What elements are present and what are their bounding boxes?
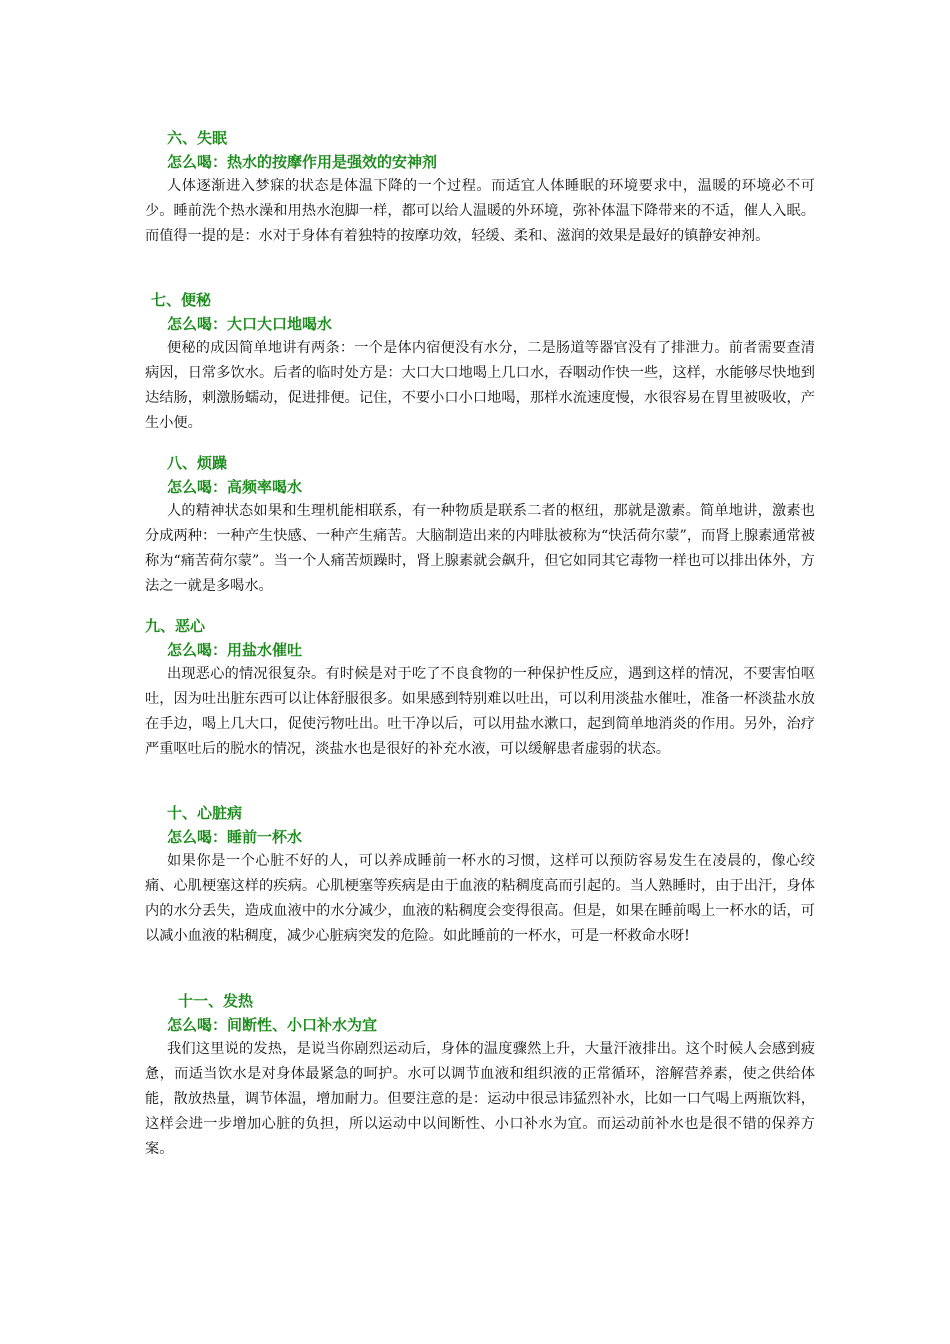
section-irritability	[145, 451, 815, 599]
section-heading: 九、恶心	[145, 617, 206, 635]
section-body: 如果你是一个心脏不好的人，可以养成睡前一杯水的习惯，这样可以预防容易发生在凌晨的，像心绞痛、心肌梗塞这样的疾病。心肌梗塞等疾病是由于血液的粘稠度高而引起的。当人熟睡时，由于出汗，身体内的水分丢失，造成血液中的水分减少，血液的粘稠度会变得很高。但是，如果在睡前喝上一杯水的话，可以减小血液的粘稠度，减少心脏病突发的危险。如此睡前的一杯水，可是一杯救命水呀!	[145, 853, 815, 944]
section-heading: 十一、发热	[178, 992, 254, 1010]
section-subheading: 怎么喝：睡前一杯水	[167, 828, 303, 846]
section-body: 我们这里说的发热，是说当你剧烈运动后，身体的温度骤然上升，大量汗液排出。这个时候人会感到疲惫，而适当饮水是对身体最紧急的呵护。水可以调节血液和组织液的正常循环，溶解营养素，使之供给体能，散放热量，调节体温，增加耐力。但要注意的是：运动中很忌讳猛烈补水，比如一口气喝上两瓶饮料，这样会进一步增加心脏的负担，所以运动中以间断性、小口补水为宜。而运动前补水也是很不错的保养方案。	[145, 1041, 815, 1157]
section-heading: 七、便秘	[151, 291, 212, 309]
section-heading: 十、心脏病	[167, 804, 243, 822]
section-subheading: 怎么喝：热水的按摩作用是强效的安神剂	[167, 153, 438, 171]
section-subheading: 怎么喝：大口大口地喝水	[167, 315, 333, 333]
section-heading: 八、烦躁	[167, 454, 228, 472]
section-subheading: 怎么喝：间断性、小口补水为宜	[167, 1016, 378, 1034]
section-fever	[145, 989, 815, 1162]
section-heading: 六、失眠	[167, 129, 228, 147]
section-body: 便秘的成因简单地讲有两条：一个是体内宿便没有水分，二是肠道等器官没有了排泄力。前者需要查清病因，日常多饮水。后者的临时处方是：大口大口地喝上几口水，吞咽动作快一些，这样，水能够尽快地到达结肠，刺激肠蠕动，促进排便。记住，不要小口小口地喝，那样水流速度慢，水很容易在胃里被吸收，产生小便。	[145, 340, 815, 431]
section-subheading: 怎么喝：用盐水催吐	[167, 641, 303, 659]
section-body: 出现恶心的情况很复杂。有时候是对于吃了不良食物的一种保护性反应，遇到这样的情况，不要害怕呕吐，因为吐出脏东西可以让体舒服很多。如果感到特别难以吐出，可以利用淡盐水催吐，准备一杯淡盐水放在手边，喝上几大口，促使污物吐出。吐干净以后，可以用盐水漱口，起到简单地消炎的作用。另外，治疗严重呕吐后的脱水的情况，淡盐水也是很好的补充水液，可以缓解患者虚弱的状态。	[145, 666, 815, 757]
section-body: 人的精神状态如果和生理机能相联系，有一种物质是联系二者的枢纽，那就是激素。简单地讲，激素也分成两种：一种产生快感、一种产生痛苦。大脑制造出来的内啡肽被称为“快活荷尔蒙”，而肾上腺素通常被称为“痛苦荷尔蒙”。当一个人痛苦烦躁时，肾上腺素就会飙升，但它如同其它毒物一样也可以排出体外，方法之一就是多喝水。	[145, 503, 815, 594]
section-insomnia	[145, 126, 815, 249]
section-constipation	[145, 288, 815, 436]
section-nausea	[145, 614, 815, 762]
section-subheading: 怎么喝：高频率喝水	[167, 478, 303, 496]
section-heart-disease	[145, 801, 815, 949]
section-body: 人体逐渐进入梦寐的状态是体温下降的一个过程。而适宜人体睡眠的环境要求中，温暖的环境必不可少。睡前洗个热水澡和用热水泡脚一样，都可以给人温暖的外环境，弥补体温下降带来的不适，催人入眠。而值得一提的是：水对于身体有着独特的按摩功效，轻缓、柔和、滋润的效果是最好的镇静安神剂。	[145, 178, 815, 244]
